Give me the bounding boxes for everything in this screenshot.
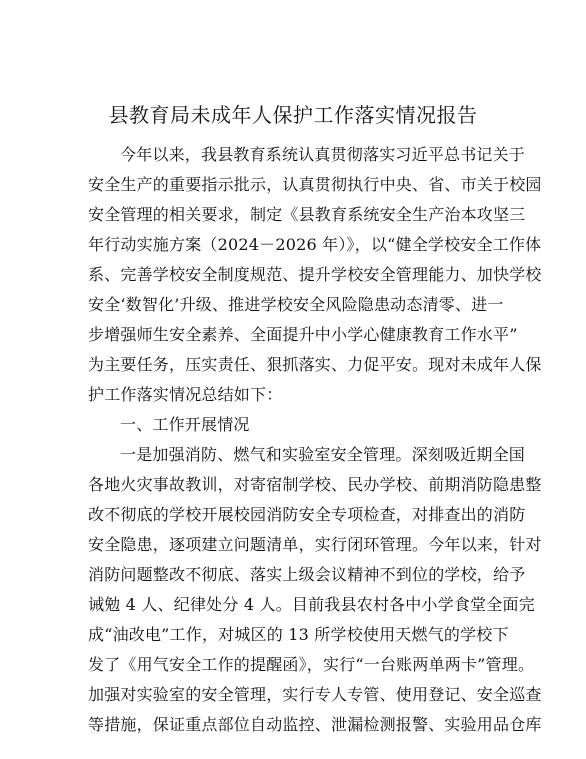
paragraph-line: 发了《用气安全工作的提醒函》，实行“一台账两单两卡”管理。: [88, 655, 535, 674]
paragraph-line: 诫勉 4 人、纪律处分 4 人。目前我县农村各中小学食堂全面完: [88, 595, 535, 614]
paragraph-line: 安全隐患，逐项建立问题清单，实行闭环管理。今年以来，针对: [88, 535, 542, 554]
paragraph-line: 等措施，保证重点部位自动监控、泄漏检测报警、实验用品仓库: [88, 715, 542, 734]
paragraph-line: 安全生产的重要指示批示，认真贯彻执行中央、省、市关于校园: [88, 175, 542, 194]
paragraph-line: 一是加强消防、燃气和实验室安全管理。深刻吸近期全国: [120, 445, 526, 464]
paragraph-line: 各地火灾事故教训，对寄宿制学校、民办学校、前期消防隐患整: [88, 475, 542, 494]
paragraph-line: 年行动实施方案（2024－2026 年）》，以“健全学校安全工作体: [88, 235, 542, 254]
section-heading: 一、工作开展情况: [120, 415, 250, 434]
paragraph-line: 加强对实验室的安全管理，实行专人专管、使用登记、安全巡查: [88, 685, 542, 704]
paragraph-line: 消防问题整改不彻底、落实上级会议精神不到位的学校，给予: [88, 565, 526, 584]
paragraph-line: 系、完善学校安全制度规范、提升学校安全管理能力、加快学校: [88, 265, 542, 284]
document-title: 县教育局未成年人保护工作落实情况报告: [108, 103, 478, 127]
paragraph-line: 为主要任务，压实责任、狠抓落实、力促平安。现对未成年人保: [88, 355, 542, 374]
paragraph-line: 护工作落实情况总结如下：: [88, 385, 283, 404]
paragraph-line: 安全管理的相关要求，制定《县教育系统安全生产治本攻坚三: [88, 205, 526, 224]
paragraph-line: 今年以来，我县教育系统认真贯彻落实习近平总书记关于: [120, 145, 526, 164]
paragraph-line: 成“油改电”工作，对城区的 13 所学校使用天燃气的学校下: [88, 625, 509, 644]
paragraph-line: 安全‘数智化’升级、推进学校安全风险隐患动态清零、进一: [88, 295, 504, 314]
paragraph-line: 步增强师生安全素养、全面提升中小学心健康教育工作水平”: [88, 325, 518, 344]
paragraph-line: 改不彻底的学校开展校园消防安全专项检查，对排查出的消防: [88, 505, 526, 524]
